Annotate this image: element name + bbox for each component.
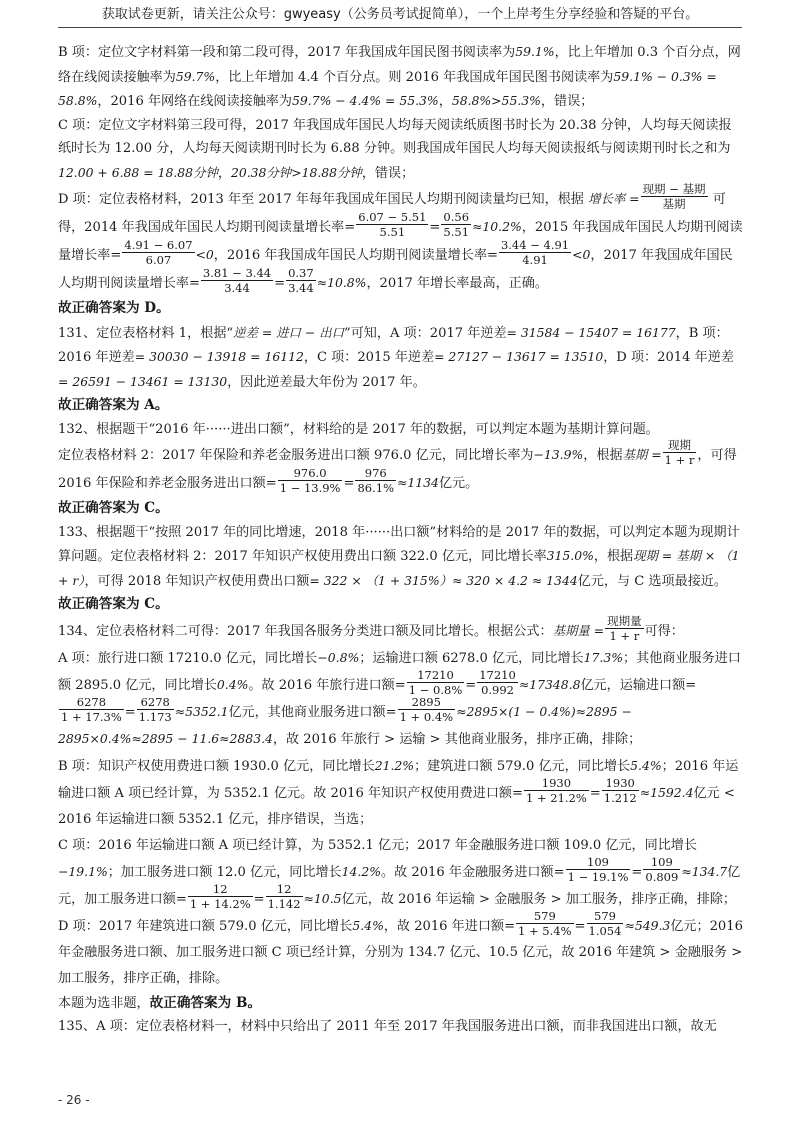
q131-explanation — [58, 321, 744, 395]
math: 增长率 = — [588, 191, 640, 206]
text: 本题为选非题， — [58, 995, 150, 1011]
text: 。故 2016 年金融服务进口额 — [381, 864, 554, 880]
math: = 26591 − 13461 = 13130 — [58, 373, 228, 389]
numerator: 109 — [566, 855, 631, 870]
fraction — [477, 668, 518, 697]
fraction — [266, 882, 303, 911]
text: 亿元，与 C 选项最接近。 — [577, 573, 727, 589]
text: ，错误； — [361, 165, 415, 181]
denominator: 1 + 5.4% — [518, 923, 572, 938]
page-header: 获取试卷更新，请关注公众号：gwyeasy（公务员考试捉简单），一个上岸考生分享经验和答疑的平台。 — [101, 7, 699, 22]
denominator: 5.51 — [443, 225, 470, 239]
q130-option-c — [58, 114, 744, 186]
q132-explanation: 定位表格材料 2：2017 年保险和养老金服务进出口额 976.0 亿元，同比增长率为−13.9%，根据基期 = $\frac{\text{现期}}{1 + r}$ ，可得 2016 年保险和养老金服务进出口额= $\frac{976.0}{1 - 13.9\%}$ = $\frac{976}{86.1\%}$ ≈1134亿元。 — [58, 438, 737, 495]
math: 59.1% — [515, 44, 555, 59]
denominator: 0.809 — [645, 869, 679, 884]
numerator: 3.44 − 4.91 — [500, 238, 570, 252]
text: 亿元 < 2016 年运输进口额 5352.1 亿元，排序错误，当选； — [58, 785, 735, 827]
numerator: 4.91 − 6.07 — [124, 238, 193, 252]
numerator: 976 — [355, 466, 396, 481]
math: 14.2% — [341, 863, 382, 879]
text: ，2016 年我国成年国民人均期刊阅读量增长率 — [213, 248, 487, 263]
q130-option-b — [58, 40, 744, 114]
q133-explanation — [58, 521, 744, 594]
q134-conclusion — [58, 992, 744, 1016]
math: 5.4% — [630, 757, 662, 773]
math: ≈549.3 — [624, 917, 671, 933]
text: C 项：2016 年运输进口额 A 项已经计算，为 5352.1 亿元；2017 年金融服务进口额 109.0 亿元，同比增长 — [58, 837, 697, 853]
page-number: - 26 - — [58, 1093, 90, 1107]
fraction — [516, 909, 573, 938]
fraction — [398, 695, 455, 724]
text: ，比上年增加 4.4 个百分点。则 2016 年我国成年国民图书阅读率为 — [215, 69, 614, 85]
numerator: 12 — [188, 882, 253, 897]
math: −19.1% — [58, 863, 108, 879]
numerator: 3.81 − 3.44 — [202, 266, 272, 280]
text: ，D 项：2014 年逆差 — [603, 350, 734, 365]
q134-option-b: B 项：知识产权使用费进口额 1930.0 亿元，同比增长21.2%；建筑进口额 579.0 亿元，同比增长5.4%；2016 年运输进口额 A 项已经计算，为 5352.1 亿元。故 2016 年知识产权使用费进口额= $\frac{1930}{1 + 21.2\%}$ = $\frac{1930}{1.212}$ ≈1592.4亿元 < 2016 年运输进口额 5352.1 亿元，排序错误，当选； — [58, 757, 739, 827]
fraction — [356, 210, 428, 239]
math: = 27127 − 13617 = 13510 — [434, 349, 604, 364]
math: 21.2% — [374, 757, 415, 773]
q134-intro — [58, 613, 744, 645]
denominator: 1 + 17.3% — [61, 709, 122, 724]
numerator: 109 — [643, 855, 680, 870]
text: ；加工服务进口额 12.0 亿元，同比增长 — [107, 864, 342, 880]
fraction — [286, 266, 316, 295]
denominator: 1.054 — [588, 923, 622, 938]
numerator: 现期 — [663, 438, 697, 453]
text: 亿元。 — [438, 476, 479, 491]
math: 315.0% — [546, 548, 594, 563]
numerator: 1930 — [602, 776, 639, 791]
math: 59.7% − 4.4% = 55.3% — [291, 93, 439, 108]
denominator: 1 − 13.9% — [279, 481, 341, 495]
denominator: 5.51 — [379, 225, 406, 239]
fraction — [59, 695, 124, 724]
text: 亿元，加工服务进口额 — [58, 864, 741, 907]
text: ，B 项：2016 年逆差 — [58, 325, 729, 365]
q130-option-d: D 项：定位表格材料，2013 年至 2017 年每年我国成年国民人均期刊阅读量均已知，根据 增长率 = $\frac{\text{现期 − 基期}}{\text{基期}}$ 可得，2014 年我国成年国民人均期刊阅读量增长率= $\frac{6.07 - 5.51}{5.51}$ = $\frac{0.56}{5.51}$ ≈10.2%，2015 年我国成年国民人均期刊阅读量增长率= $\frac{4.91 - 6.07}{6.07}$ <0，2016 年我国成年国民人均期刊阅读量增长率= $\frac{3.44 - 4.91}{4.91}$ <0，2017 年我国成年国民人均期刊阅读量增长率= $\frac{3.81 - 3.44}{3.44}$ = $\frac{0.37}{3.44}$ ≈10.8%，2017 年增长率最高，正确。 — [58, 182, 743, 295]
text: ”可知，A 项：2017 年逆差 — [344, 325, 507, 341]
text: ， — [438, 94, 452, 109]
q132-answer: 故正确答案为 C。 — [58, 500, 169, 516]
text: 亿元，故 2016 年运输 > 金融服务 > 加工服务，排序正确，排除； — [341, 891, 737, 907]
text: ，2016 年网络在线阅读接触率为 — [97, 94, 292, 109]
text: ，根据 — [583, 448, 623, 463]
text: ；2016 年运输进口额 A 项已经计算，为 5352.1 亿元。故 2016 年知识产权使用费进口额 — [58, 758, 739, 801]
q135-explanation: 135、A 项：定位表格材料一，材料中只给出了 2011 年至 2017 年我国服务进出口额，而非我国进出口额，故无 — [58, 1019, 717, 1034]
fraction — [641, 182, 708, 211]
fraction — [188, 882, 253, 911]
math: ≈1134 — [397, 475, 439, 490]
denominator: 1 + 14.2% — [189, 896, 251, 911]
denominator: 1 − 19.1% — [567, 869, 629, 884]
text: C 项：定位文字材料第三段可得，2017 年我国成年国民人均每天阅读纸质图书时长为 20.38 分钟，人均每天阅读报纸时长为 12.00 分，人均每天阅读期刊时长为 6.88 分钟。则我国成年国民人均每天阅读报纸与阅读期刊时长之和为 — [58, 117, 732, 156]
q133-answer: 故正确答案为 C。 — [58, 596, 169, 612]
fraction — [407, 668, 464, 697]
text: ，故 2016 年旅行 > 运输 > 其他商业服务，排序正确，排除； — [272, 731, 642, 747]
math: = 322 × （1 + 315%）≈ 320 × 4.2 ≈ 1344 — [309, 572, 578, 588]
numerator: 579 — [587, 909, 624, 924]
text: ，2017 年我国成年国民人均期刊阅读量增长率 — [58, 248, 733, 291]
math: = 30030 − 13918 = 16112 — [134, 349, 304, 364]
numerator: 6278 — [59, 695, 124, 710]
denominator: 1.212 — [603, 790, 637, 805]
numerator: 579 — [516, 909, 573, 924]
numerator: 0.37 — [288, 266, 314, 280]
text: ，因此逆差最大年份为 2017 年。 — [227, 374, 426, 390]
denominator: 4.91 — [522, 253, 548, 267]
numerator: 0.56 — [443, 210, 470, 224]
denominator: 1.142 — [267, 896, 301, 911]
denominator: 1 + 21.2% — [526, 790, 587, 805]
fraction — [355, 466, 396, 495]
numerator: 2895 — [398, 695, 455, 710]
fraction — [663, 438, 697, 467]
denominator: 1 − 0.8% — [408, 682, 463, 697]
denominator: 1 + r — [664, 453, 695, 467]
numerator: 1930 — [524, 776, 589, 791]
numerator: 17210 — [407, 668, 464, 683]
math: <0 — [572, 247, 591, 262]
denominator: 基期 — [662, 197, 686, 211]
math: ≈10.2% — [472, 219, 522, 234]
text: ，比上年增加 0.3 个百分点，网络在线阅读接触率为 — [58, 45, 741, 85]
q134-option-c: C 项：2016 年运输进口额 A 项已经计算，为 5352.1 亿元；2017 年金融服务进口额 109.0 亿元，同比增长−19.1%；加工服务进口额 12.0 亿元，同比增长14.2%。故 2016 年金融服务进口额= $\frac{109}{1 - 19.1\%}$ = $\frac{109}{0.809}$ ≈134.7亿元，加工服务进口额= $\frac{12}{1 + 14.2\%}$ = $\frac{12}{1.142}$ ≈10.5亿元，故 2016 年运输 > 金融服务 > 加工服务，排序正确，排除； — [58, 837, 741, 911]
math: −0.8% — [317, 649, 360, 665]
q131-answer: 故正确答案为 A。 — [58, 397, 169, 413]
text: ，错误； — [540, 94, 594, 109]
header-divider — [58, 27, 742, 28]
math: −13.9% — [533, 447, 584, 462]
q134-option-d: D 项：2017 年建筑进口额 579.0 亿元，同比增长5.4%，故 2016 年进口额= $\frac{579}{1 + 5.4\%}$ = $\frac{579}{1.054}$ ≈549.3亿元；2016 年金融服务进口额、加工服务进口额 C 项已经计算，分别为 134.7 亿元、10.5 亿元，故 2016 年建筑 > 金融服务 > 加工服务，排序正确，排除。 — [58, 908, 743, 986]
denominator: 1.173 — [138, 709, 172, 724]
text: 定位表格材料 2：2017 年保险和养老金服务进出口额 976.0 亿元，同比增长率为 — [58, 448, 534, 463]
fraction — [605, 614, 644, 643]
denominator: 6.07 — [145, 253, 172, 267]
text: ，故 2016 年进口额 — [383, 918, 505, 934]
fraction — [441, 210, 471, 239]
numerator: 现期 − 基期 — [642, 182, 706, 196]
math: ≈10.5 — [303, 890, 342, 906]
text: ；建筑进口额 579.0 亿元，同比增长 — [414, 758, 631, 774]
page-content — [58, 40, 744, 1039]
text: 131、定位表格材料 1，根据“ — [58, 325, 234, 341]
numerator: 现期量 — [607, 613, 642, 628]
math: ≈134.7 — [681, 863, 728, 879]
numerator: 6278 — [137, 695, 174, 710]
math: 58.8%>55.3% — [451, 93, 541, 108]
denominator: 86.1% — [357, 481, 395, 495]
math: 现期 = 基期 × （1 + r） — [58, 548, 740, 588]
math: 5.4% — [352, 917, 384, 933]
text: D 项：2017 年建筑进口额 579.0 亿元，同比增长 — [58, 918, 353, 934]
fraction — [201, 266, 273, 295]
text: 亿元，运输进口额 — [580, 677, 686, 693]
fraction — [278, 466, 343, 495]
q134-option-a: A 项：旅行进口额 17210.0 亿元，同比增长−0.8%；运输进口额 6278.0 亿元，同比增长17.3%；其他商业服务进口额 2895.0 亿元，同比增长0.4%。故 2016 年旅行进口额= $\frac{17210}{1 - 0.8\%}$ = $\frac{17210}{0.992}$ ≈17348.8亿元，运输进口额= $\frac{6278}{1 + 17.3\%}$ = $\frac{6278}{1.173}$ ≈5352.1亿元，其他商业服务进口额= $\frac{2895}{1 + 0.4\%}$ ≈2895×(1 − 0.4%)≈2895 − 2895×0.4%≈2895 − 11.6≈2883.4，故 2016 年旅行 > 运输 > 其他商业服务，排序正确，排除； — [58, 649, 741, 747]
text: 134、定位表格材料二可得：2017 年我国各服务分类进口额及同比增长。根据公式： — [58, 623, 553, 639]
numerator: 6.07 − 5.51 — [358, 210, 427, 224]
math: ≈10.8% — [316, 275, 367, 290]
math: 12.00 + 6.88 = 18.88分钟 — [58, 164, 218, 180]
math: 20.38分钟>18.88分钟 — [230, 164, 362, 180]
text: ，可得 2018 年知识产权使用费出口额 — [84, 573, 310, 589]
fraction — [499, 238, 571, 267]
text: 。故 2016 年旅行进口额 — [248, 677, 395, 693]
text: B 项：知识产权使用费进口额 1930.0 亿元，同比增长 — [58, 758, 375, 774]
text: ，2017 年增长率最高，正确。 — [366, 276, 548, 291]
text: D 项：定位表格材料，2013 年至 2017 年每年我国成年国民人均期刊阅读量均已知，根据 — [58, 192, 584, 207]
denominator: 1 + r — [609, 628, 640, 643]
fraction — [524, 776, 589, 805]
text: ，可得 2016 年保险和养老金服务进出口额 — [58, 448, 737, 491]
text: ， — [217, 165, 231, 181]
text: 亿元，其他商业服务进口额 — [228, 704, 386, 720]
math: 59.1% − 0.3% = 58.8% — [58, 68, 717, 108]
math: ≈17348.8 — [518, 676, 581, 692]
math: 59.7% — [175, 68, 216, 84]
denominator: 1 + 0.4% — [399, 709, 454, 724]
math: ≈5352.1 — [174, 703, 229, 719]
numerator: 976.0 — [278, 466, 343, 481]
fraction — [122, 238, 194, 267]
numerator: 17210 — [479, 667, 516, 682]
q134-answer: 故正确答案为 B。 — [149, 994, 262, 1011]
math: 基期 = — [622, 447, 662, 462]
math: ≈1592.4 — [639, 784, 694, 800]
fraction — [587, 909, 624, 938]
text: 亿元；2016 年金融服务进口额、加工服务进口额 C 项已经计算，分别为 134.7 亿元、10.5 亿元，故 2016 年建筑 > 金融服务 > 加工服务，排序正确，排除。 — [58, 918, 743, 986]
denominator: 3.44 — [224, 281, 250, 295]
text: ；其他商业服务进口额 2895.0 亿元，同比增长 — [58, 650, 741, 693]
text: ，2015 年我国成年国民人均期刊阅读量增长率 — [58, 220, 743, 263]
denominator: 0.992 — [481, 682, 514, 697]
text: ，根据 — [593, 549, 634, 564]
numerator: 12 — [266, 882, 303, 897]
q130-answer: 故正确答案为 D。 — [58, 300, 170, 316]
text: ；运输进口额 6278.0 亿元，同比增长 — [359, 650, 584, 666]
q132-intro: 132、根据题干“2016 年······进出口额”，材料给的是 2017 年的数据，可以判定本题为基期计算问题。 — [58, 421, 659, 437]
text: ，C 项：2015 年逆差 — [303, 350, 435, 365]
denominator: 3.44 — [288, 281, 314, 295]
text: B 项：定位文字材料第一段和第二段可得，2017 年我国成年国民图书阅读率为 — [58, 45, 516, 60]
text: 133、根据题干“按照 2017 年的同比增速，2018 年······出口额”材料给的是 2017 年的数据，可以判定本题为现期计算问题。定位表格材料 2：2017 年知识产权使用费出口额 322.0 亿元，同比增长率 — [58, 524, 740, 564]
fraction — [602, 776, 639, 805]
fraction — [137, 695, 174, 724]
text: A 项：旅行进口额 17210.0 亿元，同比增长 — [58, 650, 318, 666]
math: 逆差 = 进口 − 出口 — [233, 324, 344, 340]
fraction — [643, 855, 680, 884]
math: 基期量 = — [552, 622, 605, 638]
fraction — [566, 855, 631, 884]
math: 0.4% — [216, 676, 249, 692]
text: 可得，2014 年我国成年国民人均期刊阅读量增长率 — [58, 192, 726, 235]
math: ≈2895×(1 − 0.4%)≈2895 − 2895×0.4%≈2895 − 11.6≈2883.4 — [58, 703, 632, 746]
math: = 31584 − 15407 = 16177 — [506, 324, 676, 340]
math: <0 — [195, 247, 214, 262]
text: 可得： — [644, 623, 684, 639]
math: 17.3% — [583, 649, 624, 665]
